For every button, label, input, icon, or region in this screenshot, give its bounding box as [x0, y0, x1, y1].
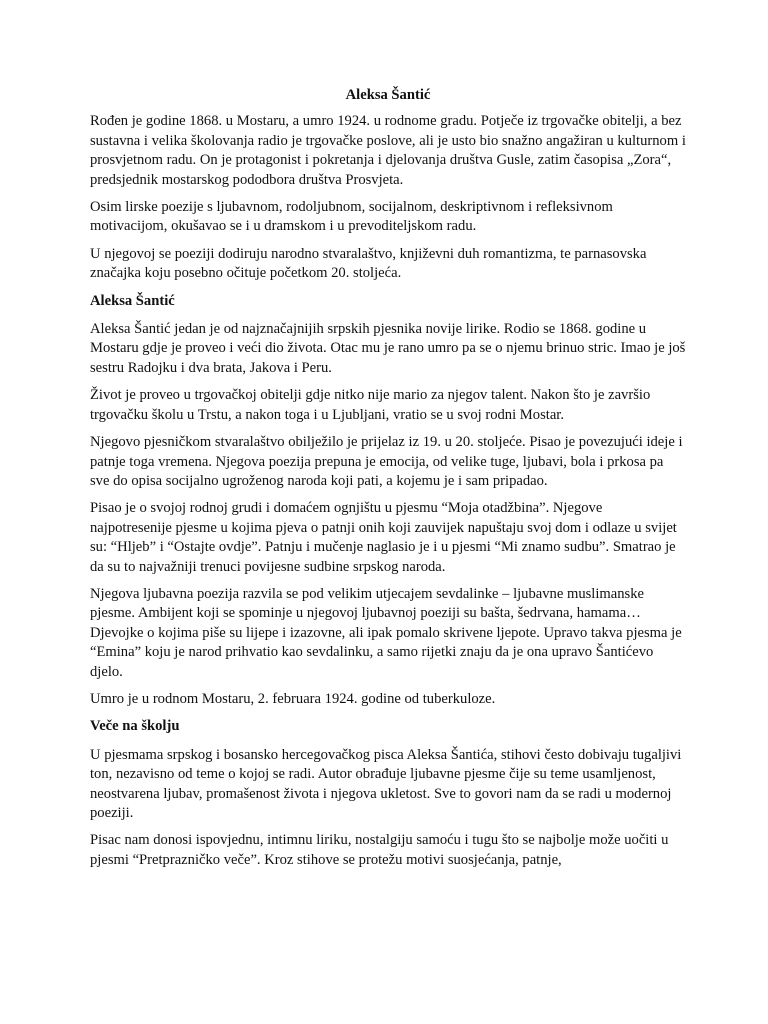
document-title: Aleksa Šantić [345, 87, 431, 103]
paragraph: Osim lirske poezije s ljubavnom, rodoljubnom, socijalnom, deskriptivnom i refleksivnom motivacijom, okušavao se i u dramskom i u prevoditeljskom radu. [90, 199, 613, 235]
paragraph: Umro je u rodnom Mostaru, 2. februara 1924. godine od tuberkuloze. [90, 690, 496, 707]
paragraph: Pisao je o svojoj rodnoj grudi i domaćem ognjištu u pjesmu “Moja otadžbina”. Njegove najpotresenije pjesme u kojima pjeva o patnji onih koji zauvijek napuštaju svoj dom i odlaze u svijet su: “Hljeb” i “Ostajte ovdje”. Patnju i mučenje naglasio je i u pjesmi “Mi znamo sudbu”. Smatrao je da su to najvažniji trenuci povijesne sudbine srpskog naroda. [90, 500, 677, 575]
paragraph: Aleksa Šantić jedan je od najznačajnijih srpskih pjesnika novije lirike. Rodio se 1868. godine u Mostaru gdje je proveo i veći dio života. Otac mu je rano umro pa se o njemu brinuo stric. Imao je još sestru Radojku i dva brata, Jakova i Peru. [90, 321, 686, 376]
paragraph: U pjesmama srpskog i bosansko hercegovačkog pisca Aleksa Šantića, stihovi često dobivaju tugaljivi ton, nezavisno od teme o kojoj se radi. Autor obrađuje ljubavne pjesme čije su teme usamljenost, neostvarena ljubav, promašenost života i njegova ukletost. Sve to govori nam da se radi u modernoj poeziji. [90, 746, 682, 821]
document-body [90, 86, 686, 878]
paragraph: Njegova ljubavna poezija razvila se pod velikim utjecajem sevdalinke – ljubavne muslimanske pjesme. Ambijent koji se spominje u njegovoj ljubavnoj poeziji su bašta, šedrvana, hamama…Djevojke o kojima piše su lijepe i izazovne, ali ipak pomalo skrivene ljepote. Upravo takva pjesma je “Emina” koju je narod prihvatio kao sevdalinku, a samo rijetki znaju da je ona upravo Šantićevo djelo. [90, 585, 682, 680]
paragraph: Njegovo pjesničkom stvaralaštvo obilježilo je prijelaz iz 19. u 20. stoljeće. Pisao je povezujući ideje i patnje toga vremena. Njegova poezija prepuna je emocija, od velike tuge, ljubavi, bola i prkosa pa sve do opisa socijalno ugroženog naroda koji pati, a kojemu je i sam pripadao. [90, 434, 683, 489]
paragraph: Rođen je godine 1868. u Mostaru, a umro 1924. u rodnome gradu. Potječe iz trgovačke obitelji, a bez sustavna i velika školovanja radio je trgovačke poslove, ali je usto bio snažno angažiran u kulturnom i prosvjetnom radu. On je protagonist i pokretanja i djelovanja društva Gusle, zatim časopisa „Zora“, predsjednik mostarskog pododbora društva Prosvjeta. [90, 113, 686, 188]
paragraph: Pisac nam donosi ispovjednu, intimnu liriku, nostalgiju samoću i tugu što se najbolje može uočiti u pjesmi “Pretprazničko veče”. Kroz stihove se protežu motivi suosjećanja, patnje, [90, 832, 669, 868]
paragraph: U njegovoj se poeziji dodiruju narodno stvaralaštvo, književni duh romantizma, te parnasovska značajka koju posebno očituje početkom 20. stoljeća. [90, 245, 647, 282]
section-heading: Aleksa Šantić [90, 292, 175, 309]
section-heading: Veče na školju [90, 718, 180, 735]
paragraph: Život je proveo u trgovačkoj obitelji gdje nitko nije mario za njegov talent. Nakon što je završio trgovačku školu u Trstu, a nakon toga i u Ljubljani, vratio se u svoj rodni Mostar. [90, 387, 651, 423]
